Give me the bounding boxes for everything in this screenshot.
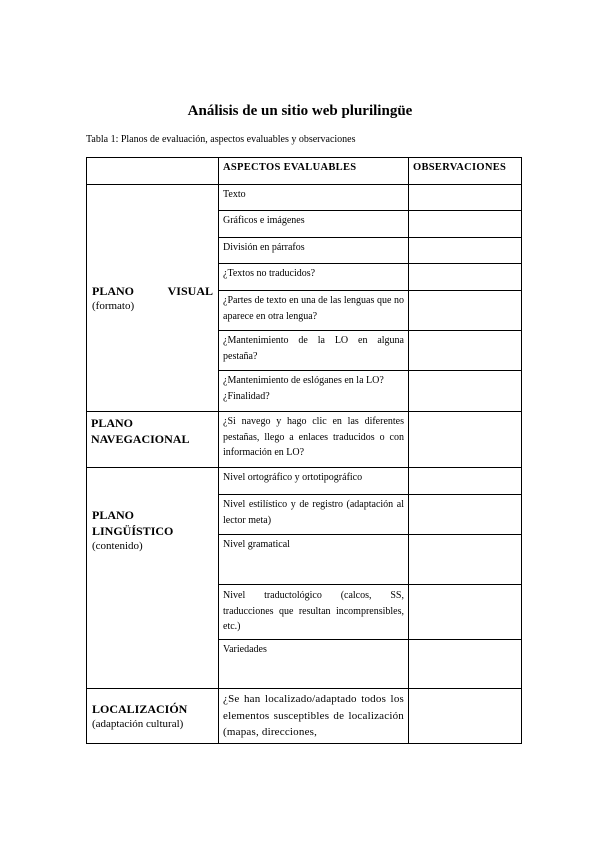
observation-cell (409, 468, 522, 495)
observation-cell (409, 264, 522, 291)
plane-localizacion-cell (87, 689, 219, 744)
table-row (87, 468, 522, 495)
aspect-cell: Nivel gramatical (219, 535, 409, 585)
aspect-cell: ¿Mantenimiento de eslóganes en la LO? ¿Finalidad? (219, 371, 409, 412)
aspect-cell: ¿Partes de texto en una de las lenguas que no aparece en otra lengua? (219, 291, 409, 331)
table-caption: Tabla 1: Planos de evaluación, aspectos evaluables y observaciones (86, 134, 356, 145)
aspect-cell: ¿Textos no traducidos? (219, 264, 409, 291)
table-row (87, 689, 522, 744)
plane-visual-cell (87, 185, 219, 412)
aspect-cell: Nivel ortográfico y ortotipográfico (219, 468, 409, 495)
aspect-cell: ¿Mantenimiento de la LO en alguna pestaña? (219, 331, 409, 371)
observation-cell (409, 185, 522, 211)
table-row (87, 185, 522, 211)
aspect-cell: ¿Se han localizado/adaptado todos los elementos susceptibles de localización (mapas, direcciones, (219, 689, 409, 744)
aspect-cell: Nivel estilístico y de registro (adaptación al lector meta) (219, 495, 409, 535)
observation-cell (409, 689, 522, 744)
header-observations: OBSERVACIONES (409, 158, 522, 185)
plane-title: PLANO LINGÜÍSTICO (92, 507, 174, 538)
observation-cell (409, 291, 522, 331)
plane-title: LOCALIZACIÓN (92, 701, 188, 716)
aspect-cell: Gráficos e imágenes (219, 211, 409, 238)
header-aspects: ASPECTOS EVALUABLES (219, 158, 409, 185)
observation-cell (409, 211, 522, 238)
plane-title: PLANO NAVEGACIONAL (91, 416, 190, 447)
aspect-cell: Variedades (219, 640, 409, 689)
plane-subtitle: (formato) (92, 299, 135, 312)
aspect-cell: Texto (219, 185, 409, 211)
observation-cell (409, 535, 522, 585)
table-header-row (87, 158, 522, 185)
evaluation-table (86, 157, 522, 744)
observation-cell (409, 640, 522, 689)
plane-navegacional-cell (87, 412, 219, 468)
aspect-cell: División en párrafos (219, 238, 409, 264)
plane-subtitle: (contenido) (92, 540, 143, 553)
plane-subtitle: (adaptación cultural) (92, 717, 184, 730)
observation-cell (409, 495, 522, 535)
observation-cell (409, 331, 522, 371)
aspect-cell: Nivel traductológico (calcos, SS, traducciones que resultan incomprensibles, etc.) (219, 585, 409, 640)
aspect-cell: ¿Si navego y hago clic en las diferentes pestañas, llego a enlaces traducidos o con información en LO? (219, 412, 409, 468)
header-empty-cell (87, 158, 219, 185)
observation-cell (409, 412, 522, 468)
table-row (87, 412, 522, 468)
plane-title: PLANO VISUAL (92, 283, 213, 298)
observation-cell (409, 371, 522, 412)
document-title: Análisis de un sitio web plurilingüe (187, 103, 413, 119)
observation-cell (409, 585, 522, 640)
observation-cell (409, 238, 522, 264)
plane-linguistico-cell (87, 468, 219, 689)
